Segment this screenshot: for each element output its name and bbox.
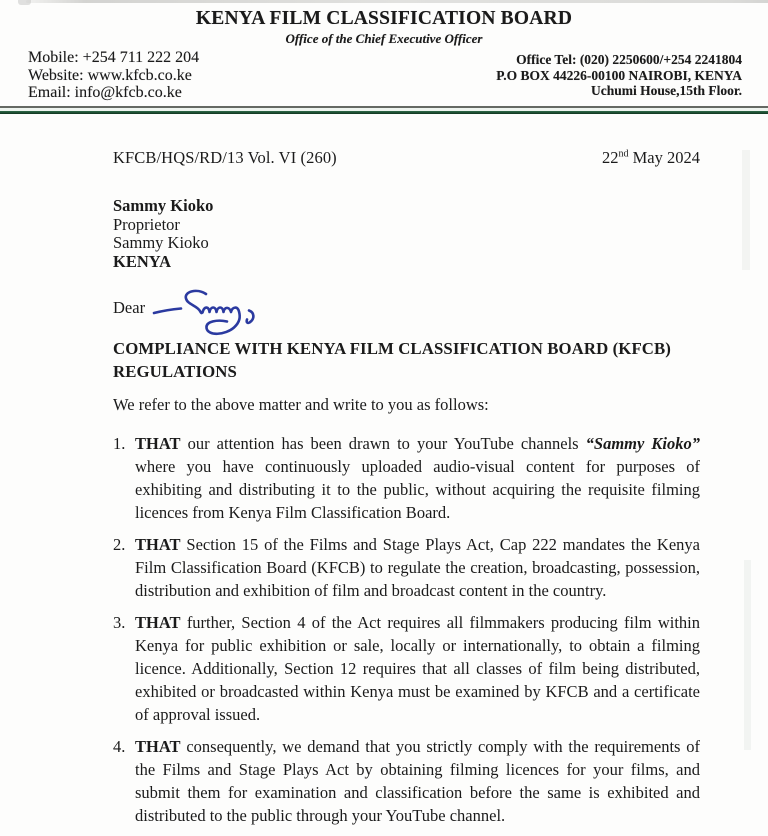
intro-paragraph: We refer to the above matter and write to you as follows: — [113, 395, 489, 414]
clause-number: 3. — [113, 613, 126, 632]
clause-segment: where you have continuously uploaded audio-visual content for purposes of exhibiting and distributing it to the public, without acquiring the requisite filming licences from Kenya Film Classification Board. — [135, 457, 700, 522]
clause-text — [135, 533, 700, 602]
recipient-title: Proprietor — [113, 214, 180, 234]
office-tel-line: Office Tel: (020) 2250600/+254 2241804 — [516, 52, 742, 67]
clause-item — [113, 735, 700, 827]
recipient-country: KENYA — [113, 251, 172, 271]
clause-segment: THAT — [135, 434, 181, 453]
clauses-list — [113, 432, 700, 827]
letterhead-contacts — [0, 49, 768, 101]
contacts-right — [496, 52, 742, 99]
clause-segment: consequently, we demand that you strictly comply with the requirements of the Films and Stage Plays Act by obtaining filming licences for your films, and submit them for examination and classification before the same is exhibited and distributed to the public through your YouTube channel. — [135, 737, 700, 825]
date-day: 22 — [602, 148, 619, 167]
salutation-row — [113, 290, 700, 332]
date-month-year: May 2024 — [628, 148, 700, 167]
clause-segment: further, Section 4 of the Act requires all filmmakers producing film within Kenya for public exhibition or sale, locally or internationally, to obtain a filming licence. Additionally, Section 12 requires that all classes of film being distributed, exhibited or broadcasted within Kenya must be examined by KFCB and a certificate of approval issued. — [135, 613, 700, 724]
org-name: KENYA FILM CLASSIFICATION BOARD — [195, 8, 573, 29]
clause-text — [135, 432, 700, 524]
clause-number: 1. — [113, 434, 126, 453]
clause-segment: Section 15 of the Films and Stage Plays Act, Cap 222 mandates the Kenya Film Classification Board (KFCB) to regulate the creation, broadcasting, possession, distribution and exhibition of film and broadcast content in the country. — [135, 535, 700, 600]
clause-segment: THAT — [135, 535, 181, 554]
scan-artifact-blob — [18, 0, 31, 5]
date-ordinal: nd — [618, 148, 629, 160]
scan-artifact-right — [744, 560, 751, 750]
recipient-company: Sammy Kioko — [113, 233, 209, 252]
scan-artifact-top-edge — [26, 0, 768, 3]
recipient-name: Sammy Kioko — [113, 196, 214, 215]
clause-segment: our attention has been drawn to your YouTube channels — [180, 434, 586, 453]
divider-dark-line — [0, 106, 768, 108]
po-box-line: P.O BOX 44226-00100 NAIROBI, KENYA — [496, 67, 742, 83]
letterhead — [0, 0, 768, 101]
mobile-line: Mobile: +254 711 222 204 — [28, 49, 200, 66]
clause-item — [113, 432, 700, 524]
letter-date — [602, 148, 700, 168]
clause-item — [113, 533, 700, 602]
email-line: Email: info@kfcb.co.ke — [28, 84, 182, 101]
recipient-block — [113, 197, 700, 271]
clause-segment: “Sammy Kioko” — [585, 434, 700, 453]
subject-line: COMPLIANCE WITH KENYA FILM CLASSIFICATION BOARD (KFCB) REGULATIONS — [113, 339, 671, 381]
letterhead-divider — [0, 106, 768, 114]
clause-segment: THAT — [135, 737, 181, 756]
scan-artifact-right — [742, 150, 750, 270]
clause-segment: THAT — [135, 613, 181, 632]
reference-number: KFCB/HQS/RD/13 Vol. VI (260) — [113, 148, 337, 167]
office-subtitle: Office of the Chief Executive Officer — [285, 31, 483, 46]
clause-number: 2. — [113, 535, 126, 554]
website-line: Website: www.kfcb.co.ke — [28, 66, 192, 84]
contacts-left — [28, 49, 199, 102]
clause-text — [135, 611, 700, 726]
handwritten-name-signature — [151, 286, 283, 340]
address-line: Uchumi House,15th Floor. — [590, 83, 742, 98]
clause-number: 4. — [113, 737, 126, 756]
clause-item — [113, 611, 700, 726]
reference-row — [113, 148, 700, 168]
salutation: Dear — [113, 298, 146, 317]
clause-text — [135, 735, 700, 827]
letter-body — [0, 114, 768, 827]
